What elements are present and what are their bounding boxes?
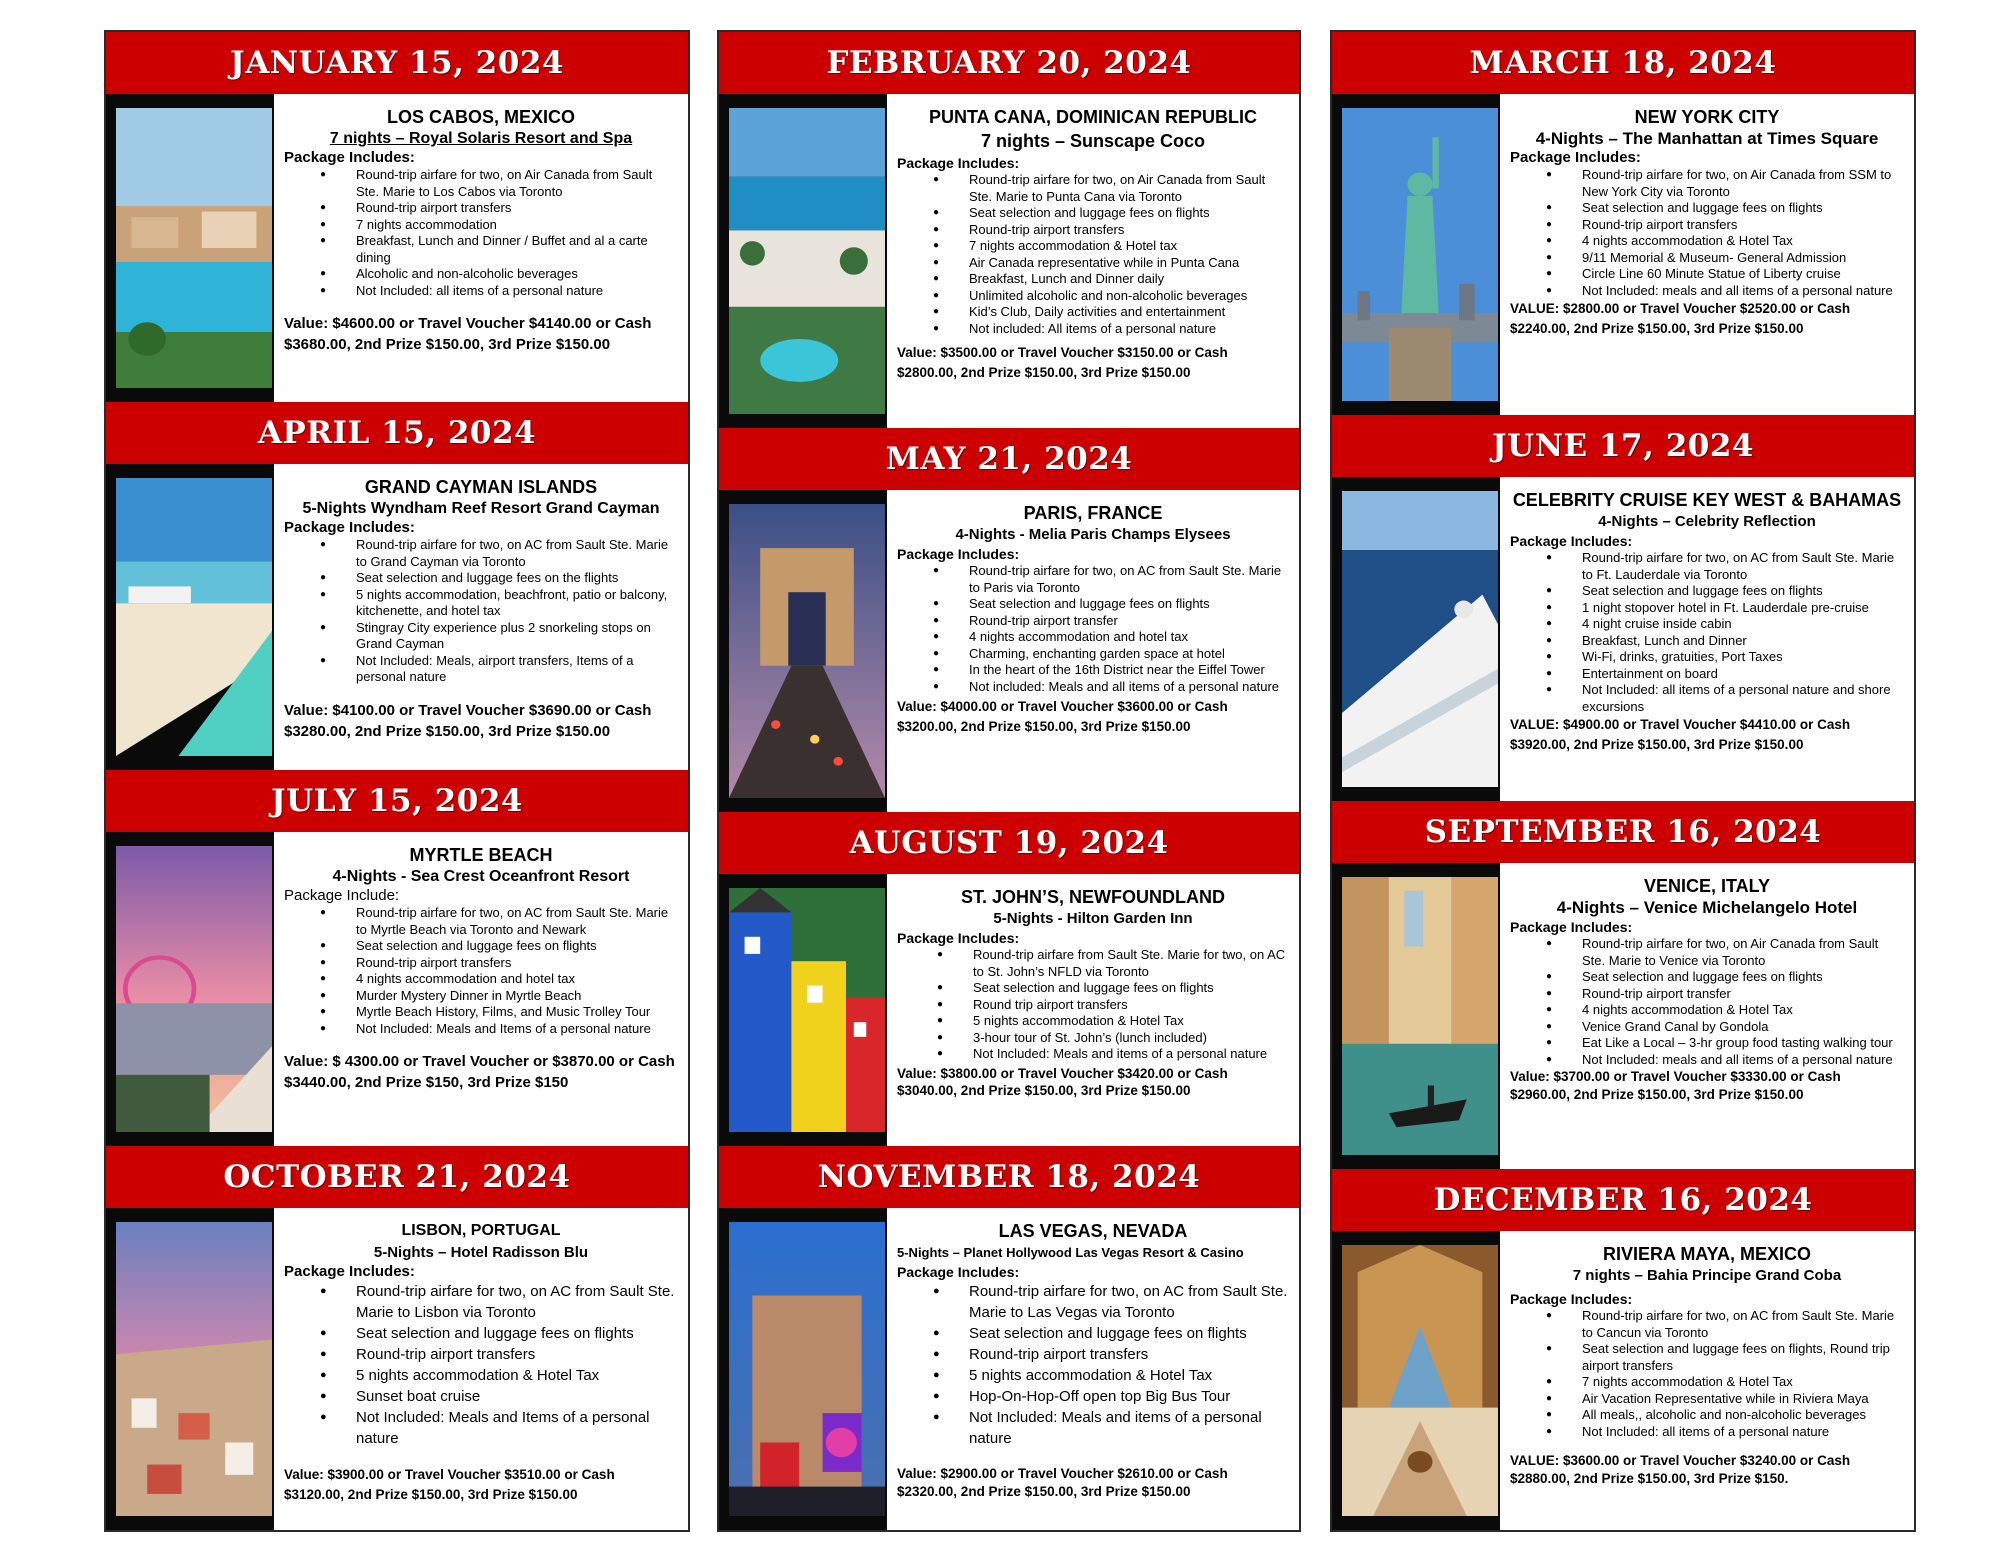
photo-frame	[106, 94, 274, 402]
list-item: ● Seat selection and luggage fees on flights	[356, 1323, 678, 1344]
photo-frame	[106, 832, 274, 1146]
photo-frame	[106, 464, 274, 770]
package-list	[284, 1281, 678, 1449]
prize-card-june	[1332, 415, 1914, 801]
list-item: ● 4 nights accommodation & Hotel Tax	[1582, 233, 1904, 250]
list-item: ● Round-trip airfare for two, on AC from Sault Ste. Marie to Lisbon via Toronto	[356, 1281, 678, 1323]
value-text: VALUE: $3600.00 or Travel Voucher $3240.00 or Cash $2880.00, 2nd Prize $150.00, 3rd Prize $150.	[1510, 1453, 1851, 1486]
date-header: DECEMBER 16, 2024	[1332, 1169, 1914, 1231]
list-item: ● Not Included: Meals and items of a personal nature	[973, 1046, 1289, 1063]
hotel-name: 5-Nights – Hotel Radisson Blu	[373, 1244, 589, 1261]
caribbean-beach-photo	[116, 478, 272, 756]
photo-frame	[719, 1208, 887, 1530]
package-list	[1510, 167, 1904, 299]
photo-frame	[719, 94, 887, 428]
list-item: ● Not Included: all items of a personal nature and shore excursions	[1582, 682, 1904, 715]
destination-title: LOS CABOS, MEXICO	[386, 107, 575, 127]
value-text: Value: $3900.00 or Travel Voucher $3510.00 or Cash $3120.00, 2nd Prize $150.00, 3rd Prize $150.00	[284, 1467, 615, 1502]
hotel-name: 7 nights – Royal Solaris Resort and Spa	[329, 130, 633, 147]
ferris-wheel-beach-photo	[116, 846, 272, 1132]
card-body	[1500, 1231, 1914, 1530]
package-label: Package Includes:	[284, 519, 415, 536]
list-item: ● Breakfast, Lunch and Dinner daily	[969, 271, 1289, 288]
photo-frame	[719, 874, 887, 1146]
list-item: ● Not Included: Meals and items of a personal nature	[969, 1407, 1289, 1449]
list-item: ● Not Included: Meals, airport transfers, Items of a personal nature	[356, 653, 678, 686]
list-item: ● Murder Mystery Dinner in Myrtle Beach	[356, 988, 678, 1005]
destination-title: MYRTLE BEACH	[409, 845, 553, 865]
list-item: ● Eat Like a Local – 3-hr group food tasting walking tour	[1582, 1035, 1904, 1052]
date-header: JUNE 17, 2024	[1332, 415, 1914, 477]
list-item: ● 5 nights accommodation & Hotel Tax	[356, 1365, 678, 1386]
photo-frame	[1332, 477, 1500, 801]
photo-frame	[1332, 1231, 1500, 1530]
list-item: ● Venice Grand Canal by Gondola	[1582, 1019, 1904, 1036]
package-list	[897, 1281, 1289, 1449]
prize-card-september	[1332, 801, 1914, 1169]
list-item: ● Breakfast, Lunch and Dinner / Buffet and al a carte dining	[356, 233, 678, 266]
package-label: Package Includes:	[897, 930, 1020, 946]
package-label: Package Includes:	[284, 1263, 415, 1280]
list-item: ● Kid’s Club, Daily activities and entertainment	[969, 304, 1289, 321]
list-item: ● Not Included: meals and all items of a personal nature	[1582, 283, 1904, 300]
value-text: Value: $3500.00 or Travel Voucher $3150.00 or Cash $2800.00, 2nd Prize $150.00, 3rd Prize $150.00	[897, 345, 1228, 380]
list-item: ● Not Included: meals and all items of a personal nature	[1582, 1052, 1904, 1069]
list-item: ● Seat selection and luggage fees on the flights	[356, 570, 678, 587]
destination-title: GRAND CAYMAN ISLANDS	[364, 477, 598, 497]
package-label: Package Includes:	[1510, 533, 1633, 549]
date-header: JANUARY 15, 2024	[106, 32, 688, 94]
prize-card-july	[106, 770, 688, 1146]
card-body	[1500, 863, 1914, 1169]
list-item: ● 3-hour tour of St. John’s (lunch included)	[973, 1030, 1289, 1047]
list-item: ● Round-trip airfare for two, on AC from Sault Ste. Marie to Las Vegas via Toronto	[969, 1281, 1289, 1323]
column-3	[1330, 30, 1916, 1532]
list-item: ● Sunset boat cruise	[356, 1386, 678, 1407]
date-header: AUGUST 19, 2024	[719, 812, 1299, 874]
list-item: ● Seat selection and luggage fees on flights	[1582, 200, 1904, 217]
cruise-ship-photo	[1342, 491, 1498, 787]
hotel-name: 5-Nights - Hilton Garden Inn	[993, 910, 1193, 927]
list-item: ● In the heart of the 16th District near the Eiffel Tower	[969, 662, 1289, 679]
date-header: FEBRUARY 20, 2024	[719, 32, 1299, 94]
list-item: ● Round-trip airport transfers	[969, 1344, 1289, 1365]
list-item: ● Round-trip airfare for two, on AC from Sault Ste. Marie to Paris via Toronto	[969, 563, 1289, 596]
list-item: ● Not Included: all items of a personal nature	[356, 283, 678, 300]
prize-card-may	[719, 428, 1299, 812]
list-item: ● 4 night cruise inside cabin	[1582, 616, 1904, 633]
photo-frame	[1332, 863, 1500, 1169]
hotel-name: 4-Nights - Melia Paris Champs Elysees	[955, 526, 1231, 543]
list-item: ● 7 nights accommodation & Hotel tax	[969, 238, 1289, 255]
destination-title: NEW YORK CITY	[1634, 107, 1780, 127]
package-label: Package Includes:	[1510, 149, 1641, 166]
list-item: ● Round-trip airfare for two, on Air Canada from Sault Ste. Marie to Los Cabos via Toronto	[356, 167, 678, 200]
destination-title: LAS VEGAS, NEVADA	[998, 1221, 1188, 1241]
date-header: NOVEMBER 18, 2024	[719, 1146, 1299, 1208]
hotel-name: 7 nights – Bahia Principe Grand Coba	[1572, 1267, 1842, 1284]
list-item: ● Round-trip airport transfers	[356, 1344, 678, 1365]
list-item: ● Not Included: Meals and Items of a personal nature	[356, 1021, 678, 1038]
package-label: Package Includes:	[897, 1264, 1020, 1280]
list-item: ● Round-trip airport transfer	[969, 613, 1289, 630]
column-1	[104, 30, 690, 1532]
list-item: ● 7 nights accommodation & Hotel Tax	[1582, 1374, 1904, 1391]
destination-title: LISBON, PORTUGAL	[401, 1222, 561, 1239]
list-item: ● 4 nights accommodation & Hotel Tax	[1582, 1002, 1904, 1019]
list-item: ● Air Vacation Representative while in Riviera Maya	[1582, 1391, 1904, 1408]
photo-frame	[1332, 94, 1500, 415]
list-item: ● 1 night stopover hotel in Ft. Lauderdale pre-cruise	[1582, 600, 1904, 617]
list-item: ● Seat selection and luggage fees on flights	[969, 205, 1289, 222]
photo-frame	[719, 490, 887, 812]
list-item: ● Charming, enchanting garden space at hotel	[969, 646, 1289, 663]
list-item: ● Not included: Meals and all items of a personal nature	[969, 679, 1289, 696]
resort-pool-photo	[729, 108, 885, 414]
package-list	[1510, 1308, 1904, 1440]
photo-frame	[106, 1208, 274, 1530]
prize-card-november	[719, 1146, 1299, 1530]
package-list	[897, 172, 1289, 337]
list-item: ● Round-trip airfare for two, on AC from Sault Ste. Marie to Grand Cayman via Toronto	[356, 537, 678, 570]
card-body	[887, 490, 1299, 812]
list-item: ● Not included: All items of a personal nature	[969, 321, 1289, 338]
beach-resort-photo	[116, 108, 272, 388]
hotel-name: 7 nights – Sunscape Coco	[980, 131, 1206, 151]
list-item: ● Round-trip airfare for two, on Air Canada from SSM to New York City via Toronto	[1582, 167, 1904, 200]
list-item: ● Entertainment on board	[1582, 666, 1904, 683]
package-label: Package Includes:	[284, 149, 415, 166]
list-item: ● Round-trip airport transfers	[969, 222, 1289, 239]
hotel-name: 4-Nights – Celebrity Reflection	[1598, 513, 1816, 530]
list-item: ● All meals,, alcoholic and non-alcoholic beverages	[1582, 1407, 1904, 1424]
list-item: ● Seat selection and luggage fees on flights	[969, 596, 1289, 613]
package-list	[284, 905, 678, 1037]
package-list	[897, 947, 1289, 1063]
list-item: ● 7 nights accommodation	[356, 217, 678, 234]
package-label: Package Includes:	[1510, 1291, 1633, 1307]
prize-card-february	[719, 32, 1299, 428]
card-body	[887, 94, 1299, 428]
list-item: ● Not Included: all items of a personal nature	[1582, 1424, 1904, 1441]
list-item: ● 9/11 Memorial & Museum- General Admission	[1582, 250, 1904, 267]
list-item: ● Seat selection and luggage fees on flights, Round trip airport transfers	[1582, 1341, 1904, 1374]
package-list	[1510, 550, 1904, 715]
hotel-name: 5-Nights Wyndham Reef Resort Grand Cayman	[302, 500, 660, 517]
destination-title: VENICE, ITALY	[1643, 876, 1771, 896]
list-item: ● Wi-Fi, drinks, gratuities, Port Taxes	[1582, 649, 1904, 666]
list-item: ● Round-trip airport transfers	[356, 955, 678, 972]
date-header: APRIL 15, 2024	[106, 402, 688, 464]
date-header: SEPTEMBER 16, 2024	[1332, 801, 1914, 863]
resort-lobby-photo	[1342, 1245, 1498, 1516]
statue-of-liberty-photo	[1342, 108, 1498, 401]
destination-title: PARIS, FRANCE	[1023, 503, 1163, 523]
colorful-houses-photo	[729, 888, 885, 1132]
list-item: ● Hop-On-Hop-Off open top Big Bus Tour	[969, 1386, 1289, 1407]
prize-card-december	[1332, 1169, 1914, 1530]
venice-canal-photo	[1342, 877, 1498, 1155]
list-item: ● Round-trip airfare for two, on Air Canada from Sault Ste. Marie to Venice via Toronto	[1582, 936, 1904, 969]
list-item: ● 5 nights accommodation & Hotel Tax	[973, 1013, 1289, 1030]
list-item: ● Air Canada representative while in Punta Cana	[969, 255, 1289, 272]
destination-title: CELEBRITY CRUISE KEY WEST & BAHAMAS	[1512, 490, 1902, 510]
list-item: ● 5 nights accommodation & Hotel Tax	[969, 1365, 1289, 1386]
package-label: Package Include:	[284, 887, 400, 904]
date-header: MARCH 18, 2024	[1332, 32, 1914, 94]
list-item: ● Breakfast, Lunch and Dinner	[1582, 633, 1904, 650]
arc-de-triomphe-photo	[729, 504, 885, 798]
list-item: ● Round-trip airport transfer	[1582, 986, 1904, 1003]
date-header: MAY 21, 2024	[719, 428, 1299, 490]
date-header: JULY 15, 2024	[106, 770, 688, 832]
card-body	[1500, 477, 1914, 801]
card-body	[887, 874, 1299, 1146]
value-text: Value: $4000.00 or Travel Voucher $3600.00 or Cash $3200.00, 2nd Prize $150.00, 3rd Prize $150.00	[897, 699, 1228, 734]
list-item: ● Round-trip airfare for two, on AC from Sault Ste. Marie to Ft. Lauderdale via Toronto	[1582, 550, 1904, 583]
destination-title: ST. JOHN’S, NEWFOUNDLAND	[960, 887, 1225, 907]
value-text: Value: $4100.00 or Travel Voucher $3690.00 or Cash $3280.00, 2nd Prize $150.00, 3rd Prize $150.00	[284, 701, 652, 740]
value-text: VALUE: $2800.00 or Travel Voucher $2520.00 or Cash $2240.00, 2nd Prize $150.00, 3rd Prize $150.00	[1510, 301, 1851, 336]
list-item: ● Myrtle Beach History, Films, and Music Trolley Tour	[356, 1004, 678, 1021]
value-text: Value: $2900.00 or Travel Voucher $2610.00 or Cash $2320.00, 2nd Prize $150.00, 3rd Prize $150.00	[897, 1466, 1228, 1499]
value-text: Value: $4600.00 or Travel Voucher $4140.00 or Cash $3680.00, 2nd Prize $150.00, 3rd Prize $150.00	[284, 315, 652, 353]
list-item: ● Not Included: Meals and Items of a personal nature	[356, 1407, 678, 1449]
destination-title: PUNTA CANA, DOMINICAN REPUBLIC	[929, 107, 1257, 127]
hotel-name: 4-Nights – The Manhattan at Times Square	[1535, 129, 1879, 148]
list-item: ● Seat selection and luggage fees on flights	[1582, 969, 1904, 986]
list-item: ● Unlimited alcoholic and non-alcoholic beverages	[969, 288, 1289, 305]
card-body	[274, 464, 688, 770]
list-item: ● Round-trip airfare for two, on Air Canada from Sault Ste. Marie to Punta Cana via Toronto	[969, 172, 1289, 205]
list-item: ● Seat selection and luggage fees on flights	[356, 938, 678, 955]
las-vegas-strip-photo	[729, 1222, 885, 1516]
card-body	[274, 832, 688, 1146]
list-item: ● Round-trip airport transfers	[1582, 217, 1904, 234]
card-body	[274, 1208, 688, 1530]
card-body	[274, 94, 688, 402]
hotel-name: 5-Nights – Planet Hollywood Las Vegas Resort & Casino	[897, 1245, 1244, 1260]
hotel-name: 4-Nights – Venice Michelangelo Hotel	[1556, 898, 1858, 917]
package-list	[284, 537, 678, 686]
destination-title: RIVIERA MAYA, MEXICO	[1602, 1244, 1812, 1264]
lisbon-city-photo	[116, 1222, 272, 1516]
package-list	[1510, 936, 1904, 1068]
list-item: ● Seat selection and luggage fees on flights	[973, 980, 1289, 997]
package-label: Package Includes:	[897, 546, 1020, 562]
list-item: ● Seat selection and luggage fees on flights	[1582, 583, 1904, 600]
list-item: ● Stingray City experience plus 2 snorkeling stops on Grand Cayman	[356, 620, 678, 653]
list-item: ● Round-trip airfare for two, on AC from Sault Ste. Marie to Myrtle Beach via Toronto and Newark	[356, 905, 678, 938]
package-list	[284, 167, 678, 299]
list-item: ● 4 nights accommodation and hotel tax	[969, 629, 1289, 646]
prize-card-april	[106, 402, 688, 770]
card-body	[1500, 94, 1914, 415]
prize-card-january	[106, 32, 688, 402]
hotel-name: 4-Nights - Sea Crest Oceanfront Resort	[332, 868, 630, 885]
list-item: ● Round-trip airfare for two, on AC from Sault Ste. Marie to Cancun via Toronto	[1582, 1308, 1904, 1341]
list-item: ● 4 nights accommodation and hotel tax	[356, 971, 678, 988]
package-label: Package Includes:	[1510, 919, 1633, 935]
list-item: ● 5 nights accommodation, beachfront, patio or balcony, kitchenette, and hotel tax	[356, 587, 678, 620]
card-body	[887, 1208, 1299, 1530]
list-item: ● Round trip airport transfers	[973, 997, 1289, 1014]
list-item: ● Seat selection and luggage fees on flights	[969, 1323, 1289, 1344]
value-text: VALUE: $4900.00 or Travel Voucher $4410.00 or Cash $3920.00, 2nd Prize $150.00, 3rd Prize $150.00	[1510, 717, 1851, 752]
package-list	[897, 563, 1289, 695]
prize-card-august	[719, 812, 1299, 1146]
date-header: OCTOBER 21, 2024	[106, 1146, 688, 1208]
value-text: Value: $ 4300.00 or Travel Voucher or $3870.00 or Cash $3440.00, 2nd Prize $150, 3rd Prize $150	[284, 1053, 675, 1091]
list-item: ● Round-trip airport transfers	[356, 200, 678, 217]
prize-card-october	[106, 1146, 688, 1530]
list-item: ● Alcoholic and non-alcoholic beverages	[356, 266, 678, 283]
package-label: Package Includes:	[897, 155, 1020, 171]
value-text: Value: $3700.00 or Travel Voucher $3330.00 or Cash $2960.00, 2nd Prize $150.00, 3rd Prize $150.00	[1510, 1069, 1841, 1102]
list-item: ● Round-trip airfare from Sault Ste. Marie for two, on AC to St. John’s NFLD via Toronto	[973, 947, 1289, 980]
prize-card-march	[1332, 32, 1914, 415]
column-2	[717, 30, 1301, 1532]
list-item: ● Circle Line 60 Minute Statue of Liberty cruise	[1582, 266, 1904, 283]
value-text: Value: $3800.00 or Travel Voucher $3420.00 or Cash $3040.00, 2nd Prize $150.00, 3rd Prize $150.00	[897, 1065, 1228, 1098]
